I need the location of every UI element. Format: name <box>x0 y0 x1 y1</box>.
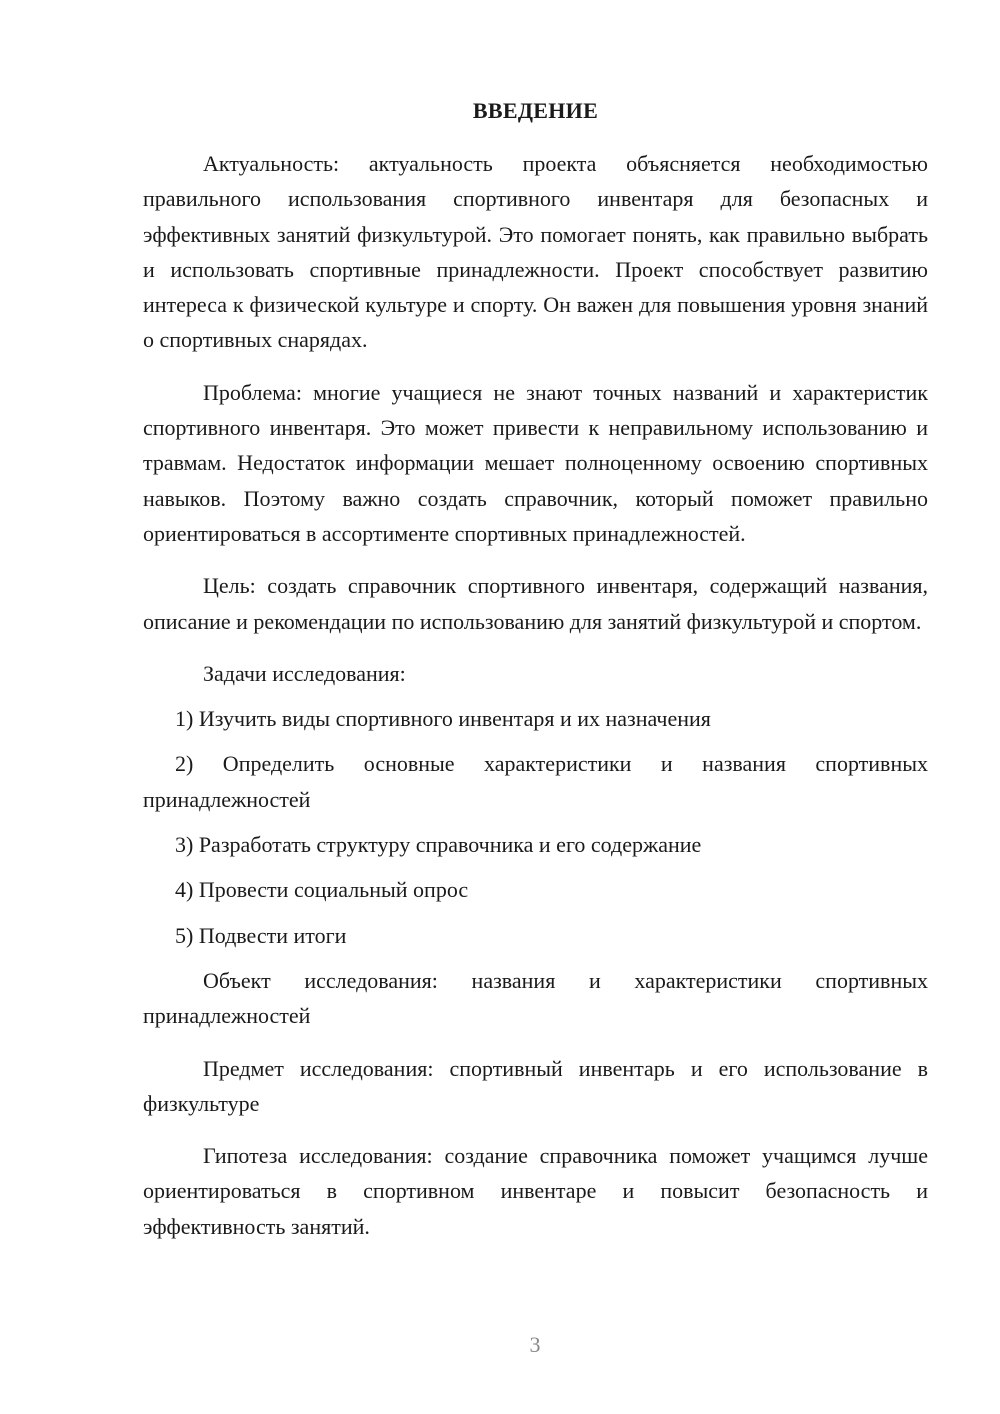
paragraph-goal: Цель: создать справочник спортивного инвентаря, содержащий названия, описание и рекомендации по использованию для занятий физкультурой и спортом. <box>143 573 928 634</box>
paragraph-object: Объект исследования: названия и характеристики спортивных принадлежностей <box>143 967 928 1029</box>
task-item-4: 4) Провести социальный опрос <box>175 877 469 903</box>
paragraph-problem: Проблема: многие учащиеся не знают точных названий и характеристик спортивного инвентаря. Это может привести к неправильному использованию и травмам. Недостаток информации мешает полноценному освоению спортивных навыков. Поэтому важно создать справочник, который поможет правильно ориентироваться в ассортименте спортивных принадлежностей. <box>143 379 928 546</box>
task-item-2: 2) Определить основные характеристики и названия спортивных принадлежностей <box>143 751 928 812</box>
paragraph-relevance: Актуальность: актуальность проекта объясняется необходимостью правильного использования спортивного инвентаря для безопасных и эффективных занятий физкультурой. Это помогает понять, как правильно выбрать и использовать спортивные принадлежности. Проект способствует развитию интереса к физической культуре и спорту. Он важен для повышения уровня знаний о спортивных снарядах. <box>143 151 928 353</box>
page-content <box>143 96 928 1261</box>
section-heading: ВВЕДЕНИЕ <box>472 98 599 123</box>
tasks-title: Задачи исследования: <box>203 660 406 686</box>
task-item-3: 3) Разработать структуру справочника и его содержание <box>175 832 702 858</box>
task-item-5: 5) Подвести итоги <box>175 922 347 948</box>
page-number: 3 <box>529 1332 541 1357</box>
paragraph-subject: Предмет исследования: спортивный инвентарь и его использование в физкультуре <box>143 1055 928 1116</box>
paragraph-hypothesis: Гипотеза исследования: создание справочника поможет учащимся лучше ориентироваться в спортивном инвентаре и повысит безопасность и эффективность занятий. <box>143 1143 928 1239</box>
task-item-1: 1) Изучить виды спортивного инвентаря и их назначения <box>175 706 711 732</box>
